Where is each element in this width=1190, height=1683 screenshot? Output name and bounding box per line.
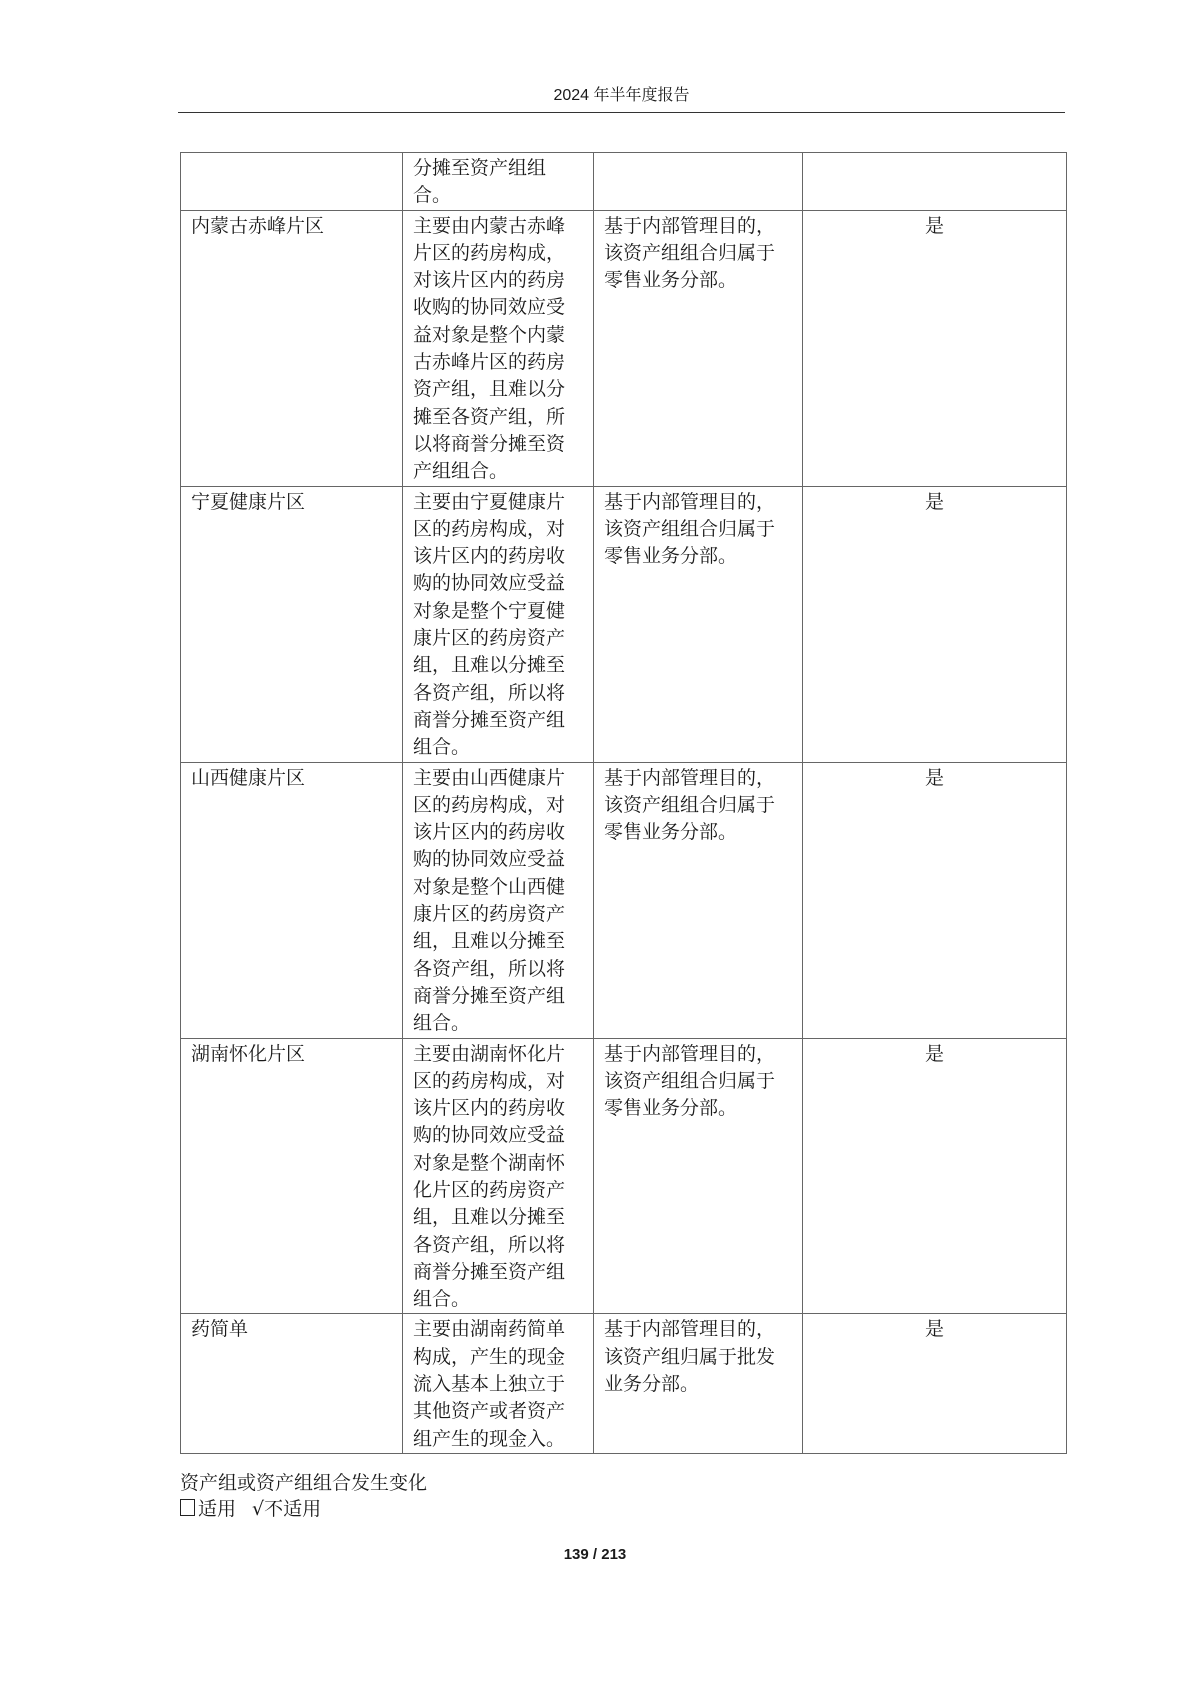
region-name-cell: 内蒙古赤峰片区 (181, 210, 403, 486)
basis-cell: 基于内部管理目的，该资产组组合归属于零售业务分部。 (594, 210, 803, 486)
table-row (181, 1314, 1067, 1453)
composition-cell: 主要由宁夏健康片区的药房构成，对该片区内的药房收购的协同效应受益对象是整个宁夏健康片区的药房资产组，且难以分摊至各资产组，所以将商誉分摊至资产组组合。 (403, 486, 594, 762)
consistent-cell (803, 153, 1067, 211)
page-number: 139 / 213 (563, 1546, 627, 1563)
report-header (178, 86, 1065, 113)
report-title: 2024 年半年度报告 (553, 87, 690, 104)
basis-cell (594, 153, 803, 211)
checkmark-icon: √ (252, 1498, 265, 1520)
basis-cell: 基于内部管理目的，该资产组组合归属于零售业务分部。 (594, 1038, 803, 1314)
region-name-cell: 宁夏健康片区 (181, 486, 403, 762)
table-row (181, 762, 1067, 1038)
region-name-cell (181, 153, 403, 211)
table-row (181, 486, 1067, 762)
option-applicable-label: 适用 (198, 1498, 237, 1520)
composition-cell: 主要由内蒙古赤峰片区的药房构成，对该片区内的药房收购的协同效应受益对象是整个内蒙古赤峰片区的药房资产组，且难以分摊至各资产组，所以将商誉分摊至资产组组合。 (403, 210, 594, 486)
consistent-cell: 是 (803, 1314, 1067, 1453)
consistent-cell: 是 (803, 762, 1067, 1038)
region-name-cell: 药简单 (181, 1314, 403, 1453)
composition-cell: 主要由山西健康片区的药房构成，对该片区内的药房收购的协同效应受益对象是整个山西健康片区的药房资产组，且难以分摊至各资产组，所以将商誉分摊至资产组组合。 (403, 762, 594, 1038)
basis-cell: 基于内部管理目的，该资产组组合归属于零售业务分部。 (594, 486, 803, 762)
applicability-options (180, 1496, 321, 1522)
change-section-title: 资产组或资产组组合发生变化 (180, 1472, 428, 1494)
consistent-cell: 是 (803, 210, 1067, 486)
table-row (181, 153, 1067, 211)
composition-cell: 主要由湖南药简单构成，产生的现金流入基本上独立于其他资产或者资产组产生的现金入。 (403, 1314, 594, 1453)
composition-cell: 分摊至资产组组合。 (403, 153, 594, 211)
unchecked-checkbox-icon (180, 1499, 195, 1516)
composition-cell: 主要由湖南怀化片区的药房构成，对该片区内的药房收购的协同效应受益对象是整个湖南怀化片区的药房资产组，且难以分摊至各资产组，所以将商誉分摊至资产组组合。 (403, 1038, 594, 1314)
region-name-cell: 湖南怀化片区 (181, 1038, 403, 1314)
table-row (181, 1038, 1067, 1314)
consistent-cell: 是 (803, 486, 1067, 762)
option-not-applicable-label: 不适用 (264, 1498, 322, 1520)
region-name-cell: 山西健康片区 (181, 762, 403, 1038)
basis-cell: 基于内部管理目的，该资产组组合归属于零售业务分部。 (594, 762, 803, 1038)
table-row (181, 210, 1067, 486)
consistent-cell: 是 (803, 1038, 1067, 1314)
asset-group-table (180, 152, 1067, 1454)
basis-cell: 基于内部管理目的，该资产组归属于批发业务分部。 (594, 1314, 803, 1453)
